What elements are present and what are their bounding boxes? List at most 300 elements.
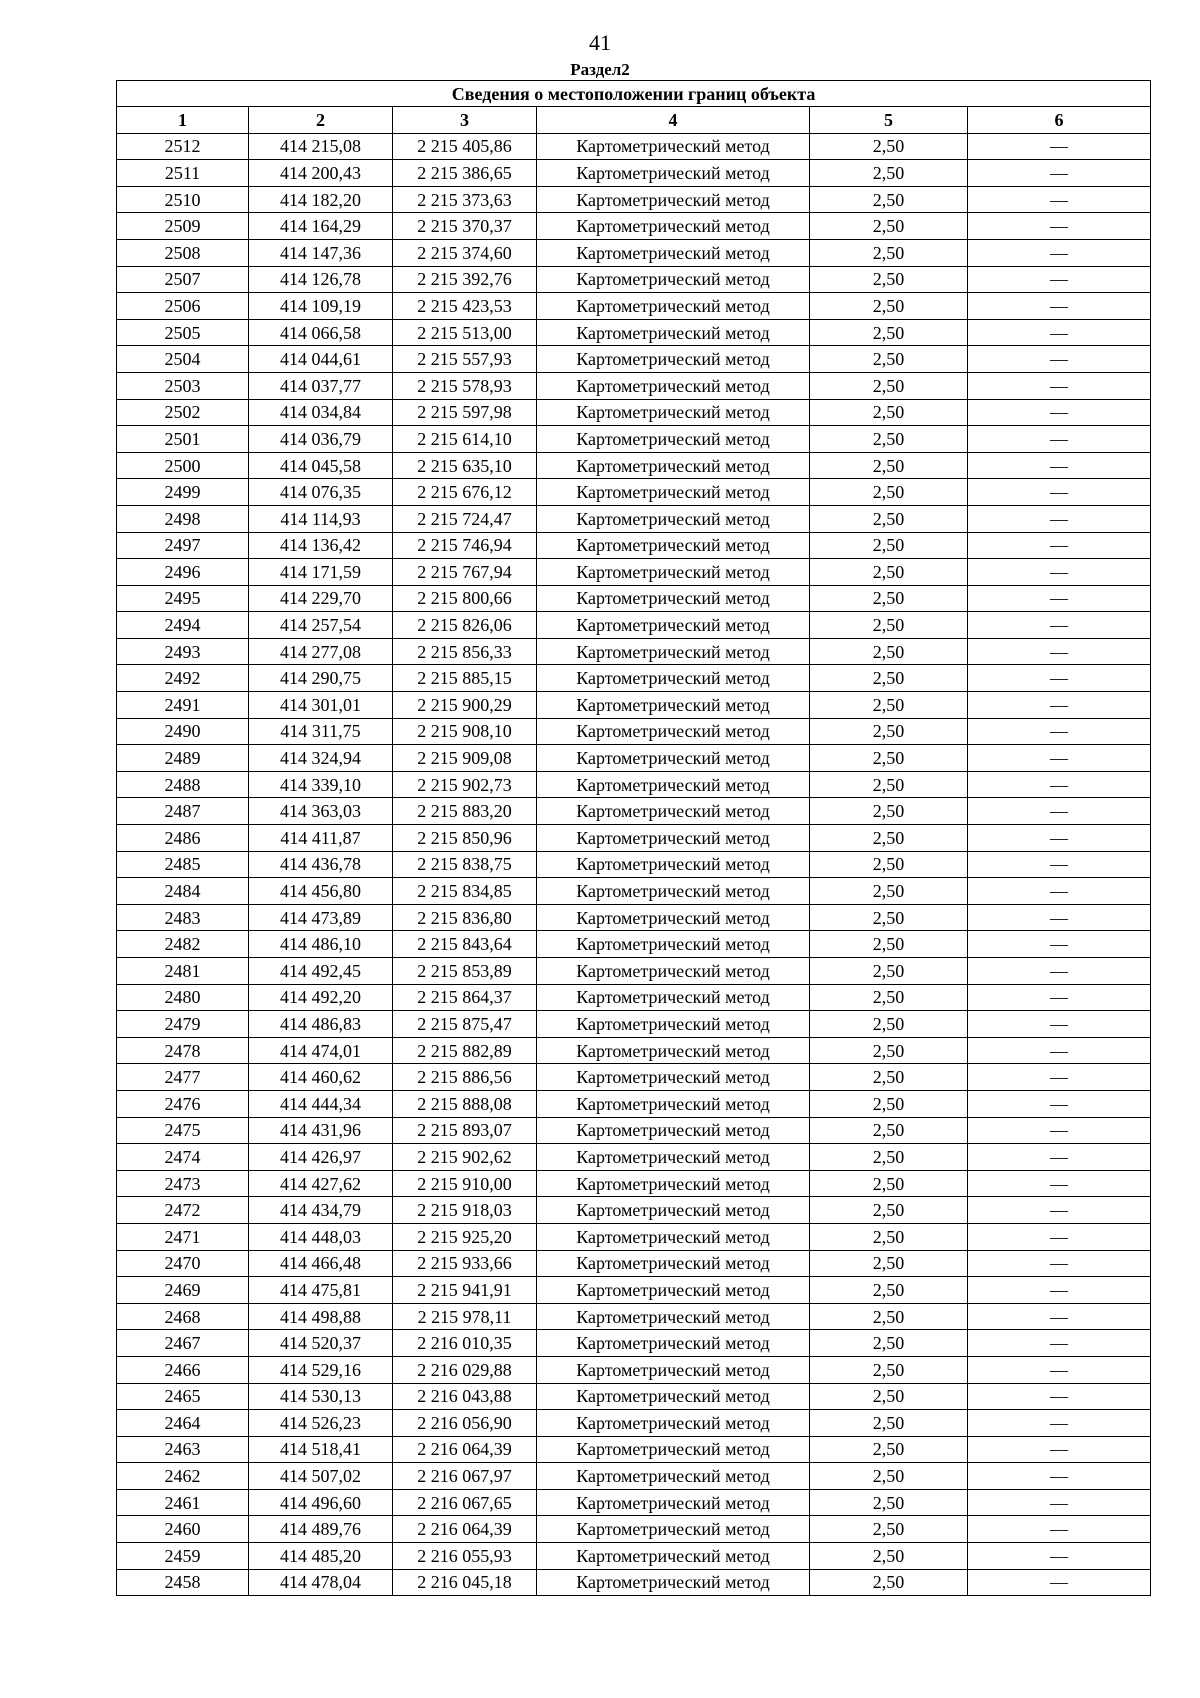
accuracy-cell: 2,50 xyxy=(810,266,968,293)
point-number-cell: 2510 xyxy=(117,186,249,213)
accuracy-cell: 2,50 xyxy=(810,399,968,426)
table-row xyxy=(117,1011,1151,1038)
table-row xyxy=(117,665,1151,692)
x-coordinate-cell: 414 486,83 xyxy=(249,1011,393,1038)
description-cell: — xyxy=(968,1489,1151,1516)
x-coordinate-cell: 414 301,01 xyxy=(249,692,393,719)
x-coordinate-cell: 414 475,81 xyxy=(249,1277,393,1304)
point-number-cell: 2480 xyxy=(117,984,249,1011)
table-row xyxy=(117,479,1151,506)
x-coordinate-cell: 414 436,78 xyxy=(249,851,393,878)
description-cell: — xyxy=(968,426,1151,453)
accuracy-cell: 2,50 xyxy=(810,984,968,1011)
table-row xyxy=(117,239,1151,266)
description-cell: — xyxy=(968,825,1151,852)
y-coordinate-cell: 2 215 370,37 xyxy=(393,213,537,240)
table-row xyxy=(117,1170,1151,1197)
description-cell: — xyxy=(968,1543,1151,1570)
accuracy-cell: 2,50 xyxy=(810,1303,968,1330)
y-coordinate-cell: 2 215 850,96 xyxy=(393,825,537,852)
table-row xyxy=(117,1489,1151,1516)
x-coordinate-cell: 414 474,01 xyxy=(249,1037,393,1064)
table-row xyxy=(117,399,1151,426)
accuracy-cell: 2,50 xyxy=(810,452,968,479)
table-body xyxy=(117,133,1151,1596)
point-number-cell: 2484 xyxy=(117,878,249,905)
y-coordinate-cell: 2 216 064,39 xyxy=(393,1516,537,1543)
description-cell: — xyxy=(968,532,1151,559)
accuracy-cell: 2,50 xyxy=(810,1144,968,1171)
point-number-cell: 2476 xyxy=(117,1090,249,1117)
x-coordinate-cell: 414 363,03 xyxy=(249,798,393,825)
x-coordinate-cell: 414 034,84 xyxy=(249,399,393,426)
accuracy-cell: 2,50 xyxy=(810,160,968,187)
method-cell: Картометрический метод xyxy=(537,718,810,745)
point-number-cell: 2499 xyxy=(117,479,249,506)
y-coordinate-cell: 2 215 925,20 xyxy=(393,1223,537,1250)
table-row xyxy=(117,1303,1151,1330)
y-coordinate-cell: 2 215 888,08 xyxy=(393,1090,537,1117)
method-cell: Картометрический метод xyxy=(537,426,810,453)
method-cell: Картометрический метод xyxy=(537,1117,810,1144)
accuracy-cell: 2,50 xyxy=(810,1436,968,1463)
method-cell: Картометрический метод xyxy=(537,1383,810,1410)
table-row xyxy=(117,1090,1151,1117)
y-coordinate-cell: 2 215 910,00 xyxy=(393,1170,537,1197)
x-coordinate-cell: 414 126,78 xyxy=(249,266,393,293)
accuracy-cell: 2,50 xyxy=(810,1250,968,1277)
description-cell: — xyxy=(968,399,1151,426)
table-row xyxy=(117,825,1151,852)
accuracy-cell: 2,50 xyxy=(810,1330,968,1357)
y-coordinate-cell: 2 215 885,15 xyxy=(393,665,537,692)
y-coordinate-cell: 2 215 941,91 xyxy=(393,1277,537,1304)
description-cell: — xyxy=(968,266,1151,293)
y-coordinate-cell: 2 215 800,66 xyxy=(393,585,537,612)
description-cell: — xyxy=(968,1436,1151,1463)
x-coordinate-cell: 414 518,41 xyxy=(249,1436,393,1463)
method-cell: Картометрический метод xyxy=(537,1543,810,1570)
point-number-cell: 2478 xyxy=(117,1037,249,1064)
method-cell: Картометрический метод xyxy=(537,1489,810,1516)
y-coordinate-cell: 2 215 909,08 xyxy=(393,745,537,772)
point-number-cell: 2496 xyxy=(117,559,249,586)
method-cell: Картометрический метод xyxy=(537,160,810,187)
table-row xyxy=(117,426,1151,453)
point-number-cell: 2465 xyxy=(117,1383,249,1410)
table-row xyxy=(117,1277,1151,1304)
method-cell: Картометрический метод xyxy=(537,585,810,612)
description-cell: — xyxy=(968,692,1151,719)
table-row xyxy=(117,638,1151,665)
point-number-cell: 2470 xyxy=(117,1250,249,1277)
x-coordinate-cell: 414 485,20 xyxy=(249,1543,393,1570)
method-cell: Картометрический метод xyxy=(537,1303,810,1330)
point-number-cell: 2489 xyxy=(117,745,249,772)
method-cell: Картометрический метод xyxy=(537,878,810,905)
x-coordinate-cell: 414 290,75 xyxy=(249,665,393,692)
accuracy-cell: 2,50 xyxy=(810,532,968,559)
table-caption: Сведения о местоположении границ объекта xyxy=(117,81,1151,107)
table-row xyxy=(117,293,1151,320)
x-coordinate-cell: 414 492,20 xyxy=(249,984,393,1011)
x-coordinate-cell: 414 466,48 xyxy=(249,1250,393,1277)
table-row xyxy=(117,718,1151,745)
point-number-cell: 2466 xyxy=(117,1356,249,1383)
point-number-cell: 2474 xyxy=(117,1144,249,1171)
table-row xyxy=(117,1223,1151,1250)
point-number-cell: 2468 xyxy=(117,1303,249,1330)
boundary-coordinates-table xyxy=(116,80,1151,1596)
y-coordinate-cell: 2 215 373,63 xyxy=(393,186,537,213)
point-number-cell: 2459 xyxy=(117,1543,249,1570)
accuracy-cell: 2,50 xyxy=(810,186,968,213)
point-number-cell: 2463 xyxy=(117,1436,249,1463)
y-coordinate-cell: 2 215 557,93 xyxy=(393,346,537,373)
y-coordinate-cell: 2 216 064,39 xyxy=(393,1436,537,1463)
method-cell: Картометрический метод xyxy=(537,1330,810,1357)
method-cell: Картометрический метод xyxy=(537,1170,810,1197)
y-coordinate-cell: 2 215 883,20 xyxy=(393,798,537,825)
point-number-cell: 2481 xyxy=(117,958,249,985)
description-cell: — xyxy=(968,771,1151,798)
y-coordinate-cell: 2 215 392,76 xyxy=(393,266,537,293)
y-coordinate-cell: 2 215 893,07 xyxy=(393,1117,537,1144)
table-row xyxy=(117,692,1151,719)
x-coordinate-cell: 414 136,42 xyxy=(249,532,393,559)
table-row xyxy=(117,266,1151,293)
description-cell: — xyxy=(968,346,1151,373)
y-coordinate-cell: 2 215 978,11 xyxy=(393,1303,537,1330)
accuracy-cell: 2,50 xyxy=(810,1090,968,1117)
description-cell: — xyxy=(968,1383,1151,1410)
x-coordinate-cell: 414 036,79 xyxy=(249,426,393,453)
y-coordinate-cell: 2 215 864,37 xyxy=(393,984,537,1011)
method-cell: Картометрический метод xyxy=(537,1277,810,1304)
point-number-cell: 2469 xyxy=(117,1277,249,1304)
y-coordinate-cell: 2 215 374,60 xyxy=(393,239,537,266)
x-coordinate-cell: 414 324,94 xyxy=(249,745,393,772)
description-cell: — xyxy=(968,186,1151,213)
method-cell: Картометрический метод xyxy=(537,346,810,373)
y-coordinate-cell: 2 215 933,66 xyxy=(393,1250,537,1277)
x-coordinate-cell: 414 114,93 xyxy=(249,505,393,532)
y-coordinate-cell: 2 215 724,47 xyxy=(393,505,537,532)
table-row xyxy=(117,1383,1151,1410)
description-cell: — xyxy=(968,319,1151,346)
accuracy-cell: 2,50 xyxy=(810,1489,968,1516)
x-coordinate-cell: 414 473,89 xyxy=(249,904,393,931)
accuracy-cell: 2,50 xyxy=(810,559,968,586)
y-coordinate-cell: 2 215 902,73 xyxy=(393,771,537,798)
table-row xyxy=(117,505,1151,532)
page-number: 41 xyxy=(589,30,611,55)
y-coordinate-cell: 2 215 900,29 xyxy=(393,692,537,719)
y-coordinate-cell: 2 215 597,98 xyxy=(393,399,537,426)
accuracy-cell: 2,50 xyxy=(810,213,968,240)
y-coordinate-cell: 2 215 386,65 xyxy=(393,160,537,187)
table-row xyxy=(117,346,1151,373)
method-cell: Картометрический метод xyxy=(537,532,810,559)
x-coordinate-cell: 414 526,23 xyxy=(249,1410,393,1437)
accuracy-cell: 2,50 xyxy=(810,319,968,346)
table-row xyxy=(117,1463,1151,1490)
point-number-cell: 2494 xyxy=(117,612,249,639)
point-number-cell: 2473 xyxy=(117,1170,249,1197)
accuracy-cell: 2,50 xyxy=(810,1277,968,1304)
accuracy-cell: 2,50 xyxy=(810,798,968,825)
description-cell: — xyxy=(968,1330,1151,1357)
accuracy-cell: 2,50 xyxy=(810,585,968,612)
y-coordinate-cell: 2 215 838,75 xyxy=(393,851,537,878)
point-number-cell: 2497 xyxy=(117,532,249,559)
point-number-cell: 2475 xyxy=(117,1117,249,1144)
point-number-cell: 2490 xyxy=(117,718,249,745)
table-row xyxy=(117,160,1151,187)
method-cell: Картометрический метод xyxy=(537,266,810,293)
description-cell: — xyxy=(968,160,1151,187)
method-cell: Картометрический метод xyxy=(537,293,810,320)
x-coordinate-cell: 414 277,08 xyxy=(249,638,393,665)
y-coordinate-cell: 2 215 578,93 xyxy=(393,372,537,399)
y-coordinate-cell: 2 215 882,89 xyxy=(393,1037,537,1064)
accuracy-cell: 2,50 xyxy=(810,878,968,905)
x-coordinate-cell: 414 426,97 xyxy=(249,1144,393,1171)
table-row xyxy=(117,1117,1151,1144)
x-coordinate-cell: 414 478,04 xyxy=(249,1569,393,1596)
point-number-cell: 2493 xyxy=(117,638,249,665)
y-coordinate-cell: 2 215 746,94 xyxy=(393,532,537,559)
method-cell: Картометрический метод xyxy=(537,479,810,506)
method-cell: Картометрический метод xyxy=(537,771,810,798)
table-row xyxy=(117,1569,1151,1596)
column-header: 1 xyxy=(117,107,249,134)
description-cell: — xyxy=(968,798,1151,825)
x-coordinate-cell: 414 456,80 xyxy=(249,878,393,905)
description-cell: — xyxy=(968,1011,1151,1038)
accuracy-cell: 2,50 xyxy=(810,346,968,373)
method-cell: Картометрический метод xyxy=(537,1090,810,1117)
description-cell: — xyxy=(968,213,1151,240)
description-cell: — xyxy=(968,133,1151,160)
description-cell: — xyxy=(968,612,1151,639)
description-cell: — xyxy=(968,293,1151,320)
point-number-cell: 2501 xyxy=(117,426,249,453)
method-cell: Картометрический метод xyxy=(537,452,810,479)
description-cell: — xyxy=(968,1569,1151,1596)
description-cell: — xyxy=(968,239,1151,266)
point-number-cell: 2471 xyxy=(117,1223,249,1250)
description-cell: — xyxy=(968,1277,1151,1304)
description-cell: — xyxy=(968,931,1151,958)
y-coordinate-cell: 2 215 513,00 xyxy=(393,319,537,346)
point-number-cell: 2460 xyxy=(117,1516,249,1543)
accuracy-cell: 2,50 xyxy=(810,1011,968,1038)
accuracy-cell: 2,50 xyxy=(810,239,968,266)
table-row xyxy=(117,931,1151,958)
table-row xyxy=(117,1064,1151,1091)
point-number-cell: 2492 xyxy=(117,665,249,692)
description-cell: — xyxy=(968,1064,1151,1091)
table-row xyxy=(117,1250,1151,1277)
description-cell: — xyxy=(968,479,1151,506)
point-number-cell: 2508 xyxy=(117,239,249,266)
method-cell: Картометрический метод xyxy=(537,372,810,399)
accuracy-cell: 2,50 xyxy=(810,372,968,399)
method-cell: Картометрический метод xyxy=(537,559,810,586)
point-number-cell: 2464 xyxy=(117,1410,249,1437)
point-number-cell: 2488 xyxy=(117,771,249,798)
table-row xyxy=(117,585,1151,612)
point-number-cell: 2511 xyxy=(117,160,249,187)
accuracy-cell: 2,50 xyxy=(810,1543,968,1570)
point-number-cell: 2472 xyxy=(117,1197,249,1224)
method-cell: Картометрический метод xyxy=(537,1250,810,1277)
y-coordinate-cell: 2 216 045,18 xyxy=(393,1569,537,1596)
method-cell: Картометрический метод xyxy=(537,851,810,878)
description-cell: — xyxy=(968,1117,1151,1144)
point-number-cell: 2498 xyxy=(117,505,249,532)
table-row xyxy=(117,1410,1151,1437)
y-coordinate-cell: 2 215 886,56 xyxy=(393,1064,537,1091)
x-coordinate-cell: 414 434,79 xyxy=(249,1197,393,1224)
x-coordinate-cell: 414 200,43 xyxy=(249,160,393,187)
point-number-cell: 2458 xyxy=(117,1569,249,1596)
accuracy-cell: 2,50 xyxy=(810,692,968,719)
description-cell: — xyxy=(968,1303,1151,1330)
accuracy-cell: 2,50 xyxy=(810,931,968,958)
table-row xyxy=(117,1144,1151,1171)
table-row xyxy=(117,1197,1151,1224)
x-coordinate-cell: 414 066,58 xyxy=(249,319,393,346)
accuracy-cell: 2,50 xyxy=(810,904,968,931)
y-coordinate-cell: 2 215 836,80 xyxy=(393,904,537,931)
table-row xyxy=(117,213,1151,240)
point-number-cell: 2500 xyxy=(117,452,249,479)
x-coordinate-cell: 414 045,58 xyxy=(249,452,393,479)
description-cell: — xyxy=(968,878,1151,905)
table-caption-row xyxy=(117,81,1151,107)
table-row xyxy=(117,559,1151,586)
method-cell: Картометрический метод xyxy=(537,1064,810,1091)
table-row xyxy=(117,452,1151,479)
method-cell: Картометрический метод xyxy=(537,958,810,985)
y-coordinate-cell: 2 216 043,88 xyxy=(393,1383,537,1410)
accuracy-cell: 2,50 xyxy=(810,612,968,639)
column-header: 6 xyxy=(968,107,1151,134)
table-row xyxy=(117,372,1151,399)
table-row xyxy=(117,1356,1151,1383)
method-cell: Картометрический метод xyxy=(537,1569,810,1596)
accuracy-cell: 2,50 xyxy=(810,1170,968,1197)
point-number-cell: 2477 xyxy=(117,1064,249,1091)
column-header: 3 xyxy=(393,107,537,134)
x-coordinate-cell: 414 229,70 xyxy=(249,585,393,612)
table-row xyxy=(117,904,1151,931)
method-cell: Картометрический метод xyxy=(537,692,810,719)
accuracy-cell: 2,50 xyxy=(810,771,968,798)
x-coordinate-cell: 414 496,60 xyxy=(249,1489,393,1516)
method-cell: Картометрический метод xyxy=(537,1144,810,1171)
table-row xyxy=(117,1436,1151,1463)
y-coordinate-cell: 2 215 614,10 xyxy=(393,426,537,453)
y-coordinate-cell: 2 215 676,12 xyxy=(393,479,537,506)
x-coordinate-cell: 414 448,03 xyxy=(249,1223,393,1250)
table-row xyxy=(117,612,1151,639)
table-row xyxy=(117,186,1151,213)
accuracy-cell: 2,50 xyxy=(810,1463,968,1490)
point-number-cell: 2486 xyxy=(117,825,249,852)
table-row xyxy=(117,745,1151,772)
y-coordinate-cell: 2 216 067,97 xyxy=(393,1463,537,1490)
method-cell: Картометрический метод xyxy=(537,1356,810,1383)
x-coordinate-cell: 414 530,13 xyxy=(249,1383,393,1410)
method-cell: Картометрический метод xyxy=(537,745,810,772)
column-header: 4 xyxy=(537,107,810,134)
point-number-cell: 2503 xyxy=(117,372,249,399)
x-coordinate-cell: 414 498,88 xyxy=(249,1303,393,1330)
x-coordinate-cell: 414 311,75 xyxy=(249,718,393,745)
description-cell: — xyxy=(968,1250,1151,1277)
accuracy-cell: 2,50 xyxy=(810,505,968,532)
description-cell: — xyxy=(968,745,1151,772)
x-coordinate-cell: 414 147,36 xyxy=(249,239,393,266)
description-cell: — xyxy=(968,638,1151,665)
method-cell: Картометрический метод xyxy=(537,319,810,346)
description-cell: — xyxy=(968,665,1151,692)
section-title: Раздел2 xyxy=(570,60,630,79)
accuracy-cell: 2,50 xyxy=(810,665,968,692)
point-number-cell: 2485 xyxy=(117,851,249,878)
accuracy-cell: 2,50 xyxy=(810,1516,968,1543)
point-number-cell: 2482 xyxy=(117,931,249,958)
method-cell: Картометрический метод xyxy=(537,1037,810,1064)
accuracy-cell: 2,50 xyxy=(810,133,968,160)
accuracy-cell: 2,50 xyxy=(810,958,968,985)
method-cell: Картометрический метод xyxy=(537,904,810,931)
accuracy-cell: 2,50 xyxy=(810,1197,968,1224)
method-cell: Картометрический метод xyxy=(537,984,810,1011)
x-coordinate-cell: 414 171,59 xyxy=(249,559,393,586)
accuracy-cell: 2,50 xyxy=(810,745,968,772)
column-header: 5 xyxy=(810,107,968,134)
accuracy-cell: 2,50 xyxy=(810,479,968,506)
x-coordinate-cell: 414 431,96 xyxy=(249,1117,393,1144)
accuracy-cell: 2,50 xyxy=(810,718,968,745)
description-cell: — xyxy=(968,1410,1151,1437)
description-cell: — xyxy=(968,1144,1151,1171)
accuracy-cell: 2,50 xyxy=(810,1223,968,1250)
y-coordinate-cell: 2 215 423,53 xyxy=(393,293,537,320)
x-coordinate-cell: 414 411,87 xyxy=(249,825,393,852)
method-cell: Картометрический метод xyxy=(537,665,810,692)
x-coordinate-cell: 414 037,77 xyxy=(249,372,393,399)
x-coordinate-cell: 414 182,20 xyxy=(249,186,393,213)
method-cell: Картометрический метод xyxy=(537,1410,810,1437)
point-number-cell: 2483 xyxy=(117,904,249,931)
x-coordinate-cell: 414 529,16 xyxy=(249,1356,393,1383)
table-row xyxy=(117,771,1151,798)
y-coordinate-cell: 2 215 405,86 xyxy=(393,133,537,160)
x-coordinate-cell: 414 257,54 xyxy=(249,612,393,639)
method-cell: Картометрический метод xyxy=(537,213,810,240)
column-header: 2 xyxy=(249,107,393,134)
accuracy-cell: 2,50 xyxy=(810,638,968,665)
table-row xyxy=(117,878,1151,905)
description-cell: — xyxy=(968,1090,1151,1117)
method-cell: Картометрический метод xyxy=(537,1197,810,1224)
description-cell: — xyxy=(968,505,1151,532)
